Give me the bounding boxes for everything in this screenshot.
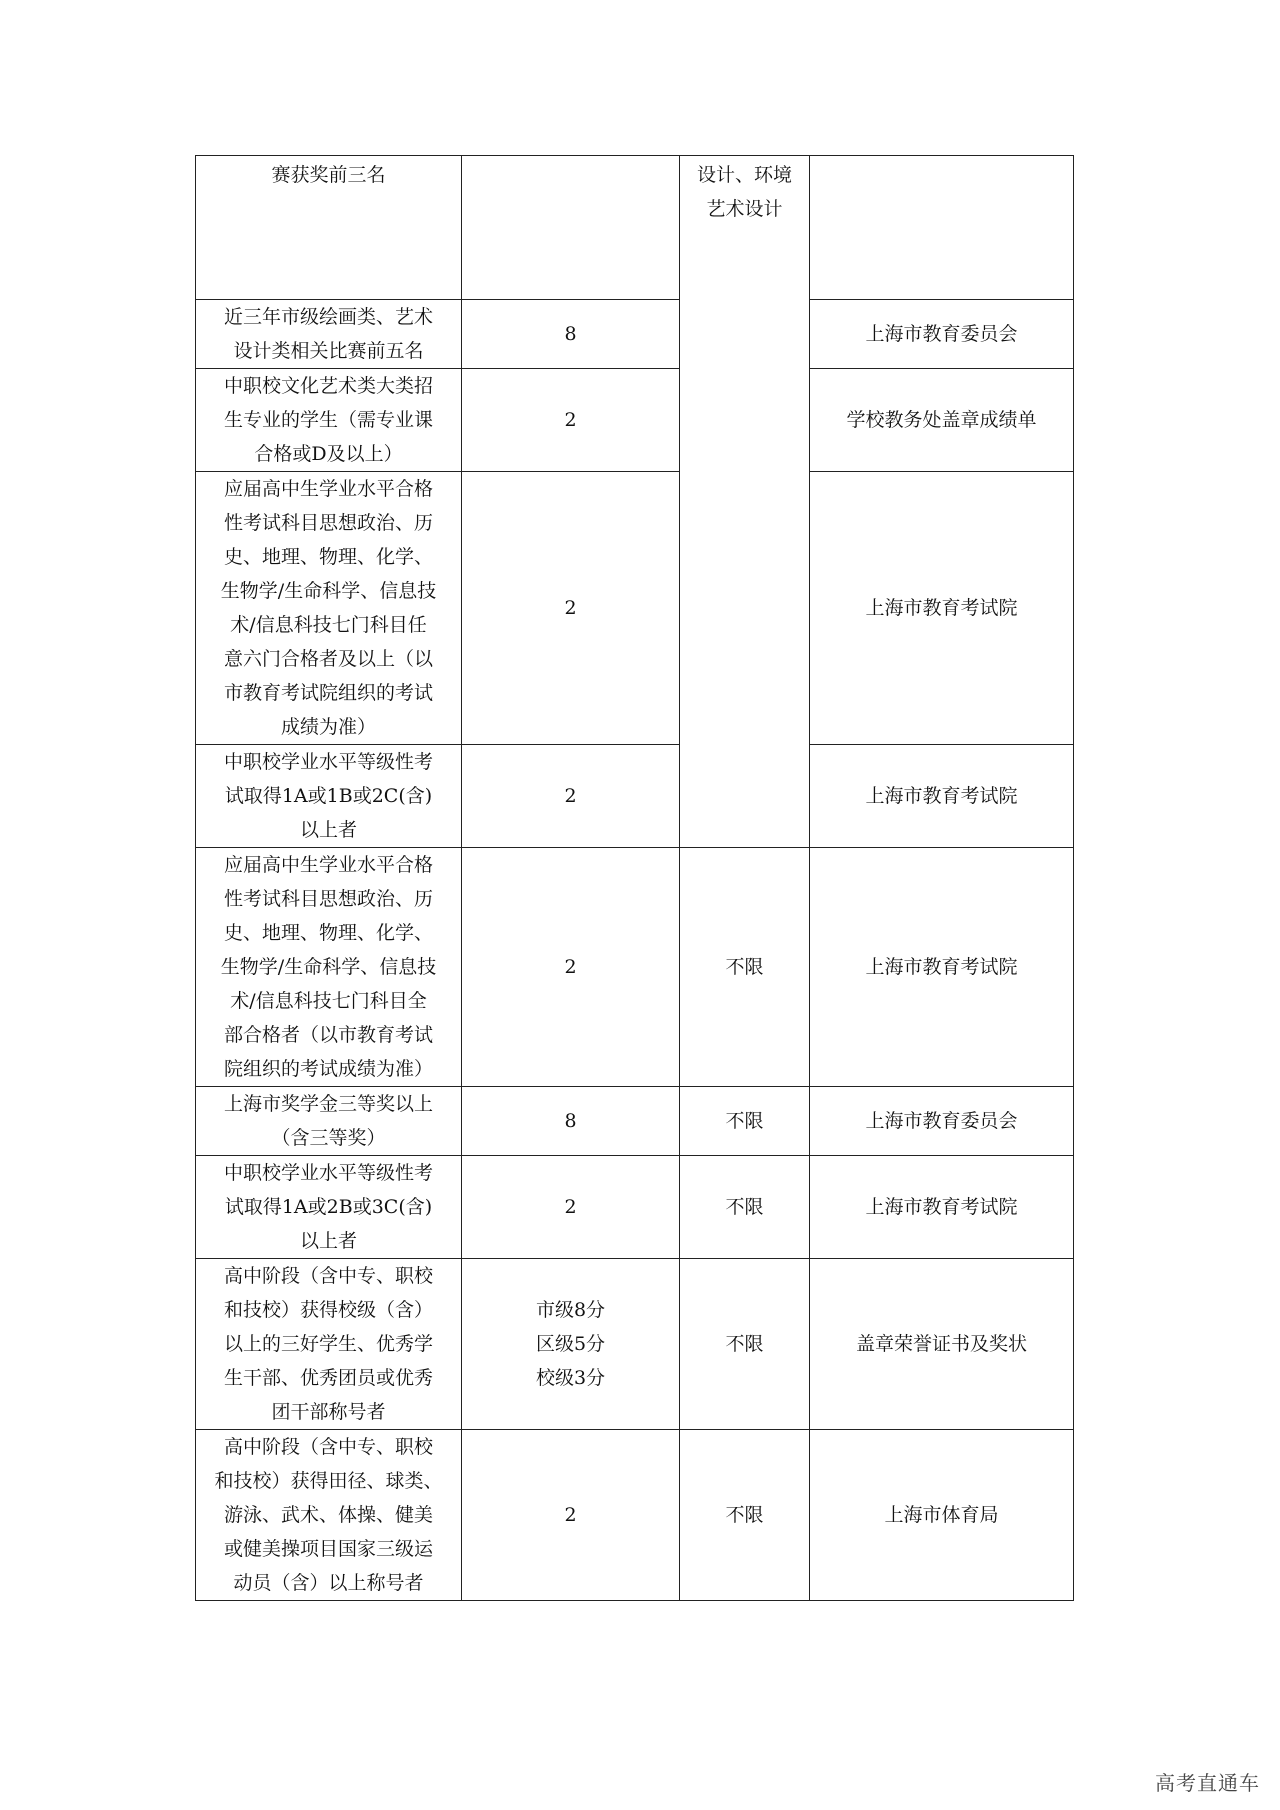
proof-cell: 学校教务处盖章成绩单: [810, 369, 1074, 472]
major-cell: 不限: [680, 848, 810, 1087]
major-cell: 设计、环境 艺术设计: [680, 156, 810, 848]
condition-cell: 应届高中生学业水平合格 性考试科目思想政治、历 史、地理、物理、化学、 生物学/生命科学、信息技 术/信息科技七门科目全 部合格者（以市教育考试 院组织的考试成绩为准）: [196, 848, 462, 1087]
bonus-points-table: [195, 155, 1074, 1601]
major-cell: 不限: [680, 1430, 810, 1601]
score-cell: [462, 156, 680, 300]
condition-cell: 上海市奖学金三等奖以上 （含三等奖）: [196, 1087, 462, 1156]
condition-cell: 应届高中生学业水平合格 性考试科目思想政治、历 史、地理、物理、化学、 生物学/生命科学、信息技 术/信息科技七门科目任 意六门合格者及以上（以 市教育考试院组织的考试 成绩为准）: [196, 472, 462, 745]
table-row: [196, 1156, 1074, 1259]
score-cell: 2: [462, 1156, 680, 1259]
major-cell: 不限: [680, 1087, 810, 1156]
table-row: [196, 156, 1074, 300]
table-row: [196, 472, 1074, 745]
table-row: [196, 1087, 1074, 1156]
condition-cell: 中职校学业水平等级性考 试取得1A或2B或3C(含) 以上者: [196, 1156, 462, 1259]
score-cell: 2: [462, 369, 680, 472]
condition-cell: 高中阶段（含中专、职校 和技校）获得校级（含） 以上的三好学生、优秀学 生干部、优秀团员或优秀 团干部称号者: [196, 1259, 462, 1430]
proof-cell: [810, 156, 1074, 300]
table-row: [196, 848, 1074, 1087]
proof-cell: 盖章荣誉证书及奖状: [810, 1259, 1074, 1430]
score-cell: 市级8分 区级5分 校级3分: [462, 1259, 680, 1430]
proof-cell: 上海市教育考试院: [810, 745, 1074, 848]
watermark: 高考直通车: [1155, 1771, 1260, 1795]
score-cell: 2: [462, 472, 680, 745]
score-cell: 2: [462, 745, 680, 848]
proof-cell: 上海市教育考试院: [810, 1156, 1074, 1259]
score-cell: 8: [462, 1087, 680, 1156]
table-row: [196, 300, 1074, 369]
proof-cell: 上海市体育局: [810, 1430, 1074, 1601]
condition-cell: 高中阶段（含中专、职校 和技校）获得田径、球类、 游泳、武术、体操、健美 或健美操项目国家三级运 动员（含）以上称号者: [196, 1430, 462, 1601]
proof-cell: 上海市教育委员会: [810, 1087, 1074, 1156]
table-row: [196, 745, 1074, 848]
major-cell: 不限: [680, 1259, 810, 1430]
condition-cell: 中职校文化艺术类大类招 生专业的学生（需专业课 合格或D及以上）: [196, 369, 462, 472]
major-cell: 不限: [680, 1156, 810, 1259]
proof-cell: 上海市教育委员会: [810, 300, 1074, 369]
score-cell: 2: [462, 848, 680, 1087]
condition-cell: 中职校学业水平等级性考 试取得1A或1B或2C(含) 以上者: [196, 745, 462, 848]
proof-cell: 上海市教育考试院: [810, 848, 1074, 1087]
table-row: [196, 369, 1074, 472]
table-row: [196, 1430, 1074, 1601]
condition-cell: 近三年市级绘画类、艺术 设计类相关比赛前五名: [196, 300, 462, 369]
score-cell: 8: [462, 300, 680, 369]
proof-cell: 上海市教育考试院: [810, 472, 1074, 745]
table-row: [196, 1259, 1074, 1430]
score-cell: 2: [462, 1430, 680, 1601]
condition-cell: 赛获奖前三名: [196, 156, 462, 300]
